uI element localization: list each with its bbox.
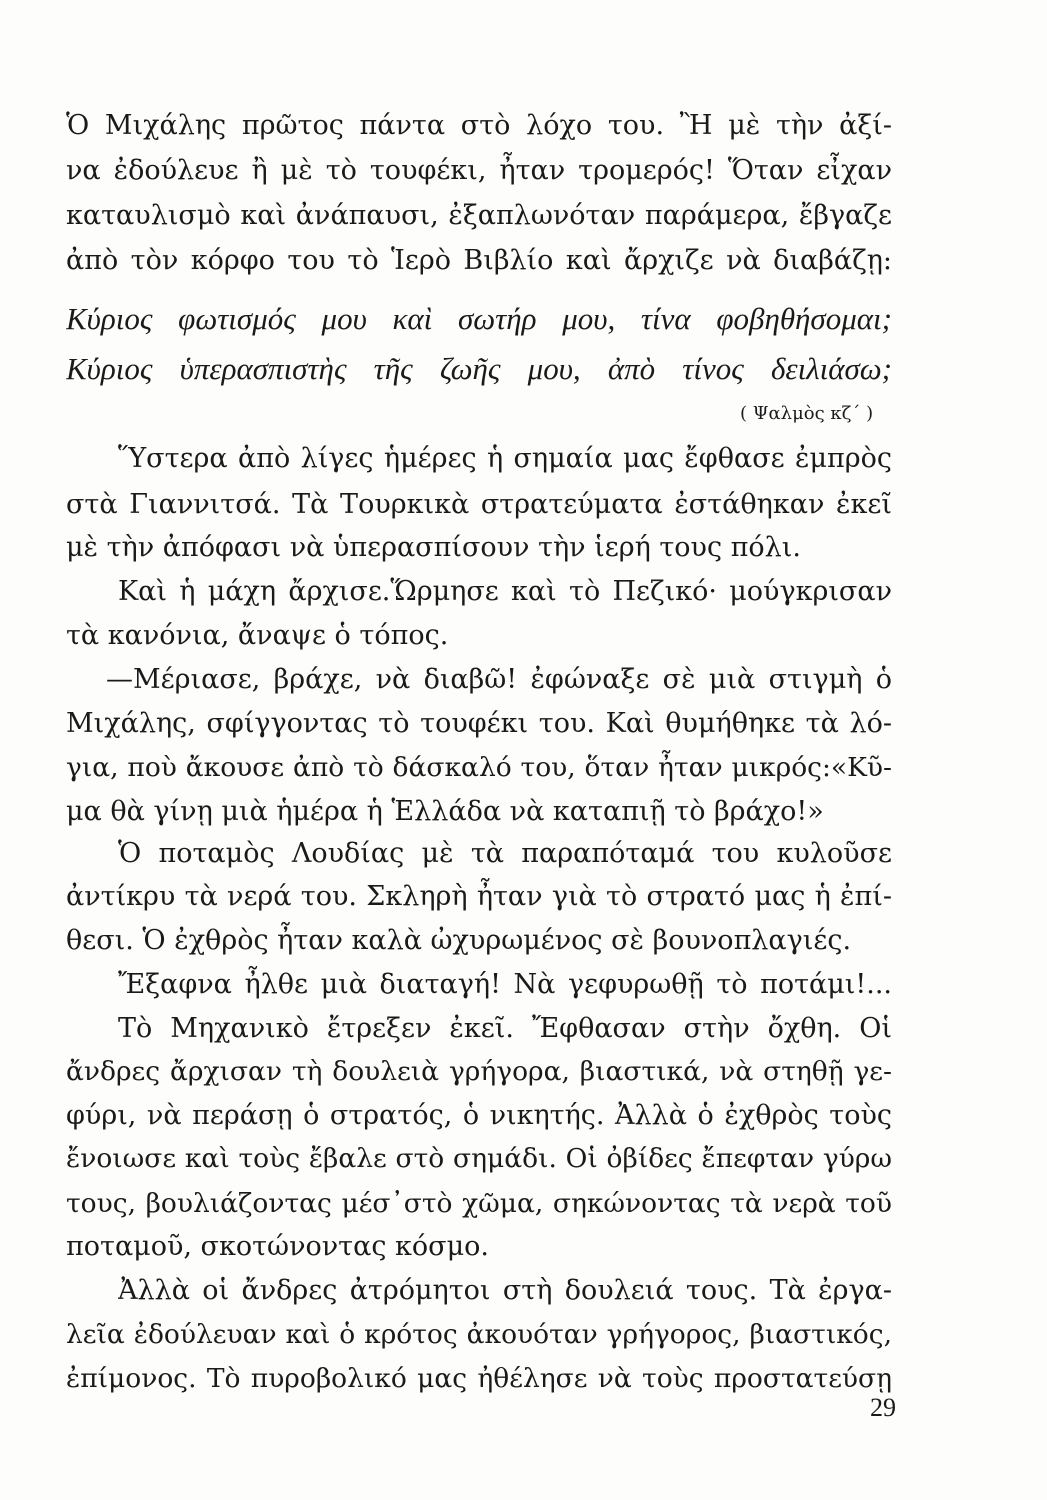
text-line: τους, βουλιάζοντας μέσ᾽στὸ χῶμα, σηκώνοντας τὰ νερὰ τοῦ [66,1188,892,1219]
text-line: ἄνδρες ἄρχισαν τὴ δουλειὰ γρήγορα, βιαστικά, νὰ στηθῇ γε- [66,1056,892,1087]
text-line: Ὁ ποταμὸς Λουδίας μὲ τὰ παραπόταμά του κυλοῦσε [118,838,892,869]
psalm-reference: ( Ψαλμὸς κζ΄ ) [740,403,874,424]
text-line: ἐπίμονος. Τὸ πυροβολικό μας ἠθέλησε νὰ τοὺς προστατεύσῃ [66,1363,892,1394]
text-line: να ἐδούλευε ἢ μὲ τὸ τουφέκι, ἦταν τρομερός! Ὅταν εἶχαν [66,155,892,186]
text-line: Τὸ Μηχανικὸ ἔτρεξεν ἐκεῖ. Ἔφθασαν στὴν ὄχθη. Οἱ [118,1013,892,1044]
text-line: στὰ Γιαννιτσά. Τὰ Τουρκικὰ στρατεύματα ἐστάθηκαν ἐκεῖ [66,489,892,520]
text-line: Μιχάλης, σφίγγοντας τὸ τουφέκι του. Καὶ θυμήθηκε τὰ λό- [66,708,892,739]
text-line: Ὕστερα ἀπὸ λίγες ἡμέρες ἡ σημαία μας ἔφθασε ἐμπρὸς [118,443,892,474]
text-line: Ὁ Μιχάλης πρῶτος πάντα στὸ λόχο του. Ἢ μὲ τὴν ἀξί- [66,110,892,141]
text-line: λεῖα ἐδούλευαν καὶ ὁ κρότος ἀκουόταν γρήγορος, βιαστικός, [66,1319,892,1350]
text-line: μα θὰ γίνῃ μιὰ ἡμέρα ἡ Ἑλλάδα νὰ καταπιῇ τὸ βράχο!» [66,796,824,827]
text-line: ἔνοιωσε καὶ τοὺς ἔβαλε στὸ σημάδι. Οἱ ὀβίδες ἔπεφταν γύρω [66,1143,892,1174]
text-line: για, ποὺ ἄκουσε ἀπὸ τὸ δάσκαλό του, ὅταν ἦταν μικρός:«Κῦ- [66,752,892,783]
text-line: ἀπὸ τὸν κόρφο του τὸ Ἱερὸ Βιβλίο καὶ ἄρχιζε νὰ διαβάζῃ: [66,245,892,276]
text-line: μὲ τὴν ἀπόφασι νὰ ὑπερασπίσουν τὴν ἱερή τους πόλι. [66,532,801,563]
text-line: Ἀλλὰ οἱ ἄνδρες ἀτρόμητοι στὴ δουλειά τους. Τὰ ἐργα- [118,1275,892,1306]
page-number: 29 [870,1393,896,1422]
text-line: καταυλισμὸ καὶ ἀνάπαυσι, ἐξαπλωνόταν παράμερα, ἔβγαζε [66,200,892,231]
psalm-verse: Κύριος ὑπερασπιστὴς τῆς ζωῆς μου, ἀπὸ τίνος δειλιάσω; [66,351,892,386]
text-line: τὰ κανόνια, ἄναψε ὁ τόπος. [66,620,449,651]
text-line: ποταμοῦ, σκοτώνοντας κόσμο. [66,1231,489,1262]
text-line: —Μέριασε, βράχε, νὰ διαβῶ! ἐφώναξε σὲ μιὰ στιγμὴ ὁ [106,664,892,695]
text-line: θεσι. Ὁ ἐχθρὸς ἦταν καλὰ ὠχυρωμένος σὲ βουνοπλαγιές. [66,925,852,956]
text-line: Ἔξαφνα ἦλθε μιὰ διαταγή! Νὰ γεφυρωθῇ τὸ ποτάμι!... [118,969,892,1000]
text-line: Καὶ ἡ μάχη ἄρχισε.Ὥρμησε καὶ τὸ Πεζικό· μούγκρισαν [118,576,892,607]
text-line: φύρι, νὰ περάσῃ ὁ στρατός, ὁ νικητής. Ἀλλὰ ὁ ἐχθρὸς τοὺς [66,1100,892,1131]
psalm-verse: Κύριος φωτισμός μου καὶ σωτήρ μου, τίνα φοβηθήσομαι; [66,301,892,336]
text-line: ἀντίκρυ τὰ νερά του. Σκληρὴ ἦταν γιὰ τὸ στρατό μας ἡ ἐπί- [66,881,892,912]
